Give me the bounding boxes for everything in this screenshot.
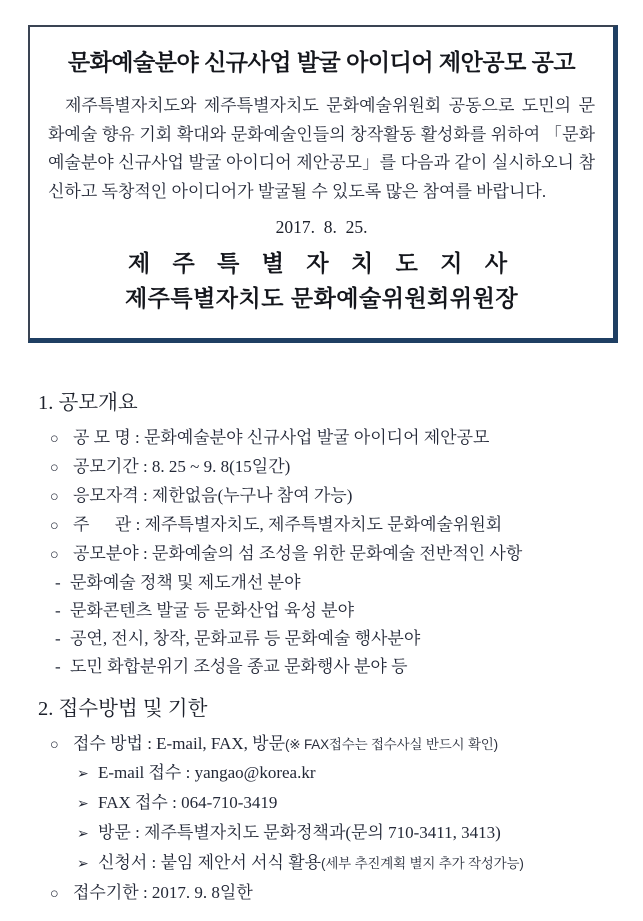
apply-deadline-text: 접수기한 : 2017. 9. 8일한 bbox=[73, 883, 253, 902]
list-subitem bbox=[0, 789, 643, 819]
circle-bullet-icon: ○ bbox=[50, 431, 59, 447]
list-subitem bbox=[0, 759, 643, 789]
list-item bbox=[0, 482, 643, 511]
notice-page bbox=[0, 25, 643, 921]
apply-form-text: 신청서 : 붙임 제안서 서식 활용 bbox=[98, 853, 322, 872]
list-item-text: 공모기간 : 8. 25 ~ 9. 8(15일간) bbox=[73, 457, 291, 476]
list-item bbox=[0, 511, 643, 540]
list-item-text: 주 관 : 제주특별자치도, 제주특별자치도 문화예술위원회 bbox=[73, 515, 503, 534]
circle-bullet-icon: ○ bbox=[50, 737, 59, 753]
apply-heading: 2. 접수방법 및 기한 bbox=[38, 698, 208, 720]
list-item bbox=[0, 453, 643, 482]
list-subitem bbox=[0, 819, 643, 849]
list-subitem bbox=[0, 597, 643, 625]
notice-date: 2017. 8. 25. bbox=[275, 217, 368, 237]
list-item bbox=[0, 424, 643, 453]
section-apply bbox=[0, 691, 643, 908]
apply-form-note: (세부 추진계획 별지 추가 작성가능) bbox=[321, 856, 524, 871]
list-item-text: 문화예술 정책 및 제도개선 분야 bbox=[70, 573, 301, 592]
apply-fax-text: FAX 접수 : 064-710-3419 bbox=[98, 793, 278, 812]
list-item bbox=[0, 879, 643, 908]
apply-method-note: (※ FAX접수는 접수사실 반드시 확인) bbox=[285, 737, 498, 752]
circle-bullet-icon: ○ bbox=[50, 886, 59, 902]
list-item-text: 공 모 명 : 문화예술분야 신규사업 발굴 아이디어 제안공모 bbox=[73, 428, 490, 447]
apply-email-text: E-mail 접수 : yangao@korea.kr bbox=[98, 763, 316, 782]
list-item bbox=[0, 730, 643, 759]
list-subitem bbox=[0, 625, 643, 653]
list-item-text: 공연, 전시, 창작, 문화교류 등 문화예술 행사분야 bbox=[70, 629, 421, 648]
list-item bbox=[0, 540, 643, 569]
arrow-bullet-icon: ➢ bbox=[77, 857, 89, 872]
dash-bullet-icon: - bbox=[55, 601, 61, 620]
list-item-text: 도민 화합분위기 조성을 종교 문화행사 분야 등 bbox=[70, 657, 408, 676]
list-item-text bbox=[73, 730, 498, 759]
circle-bullet-icon: ○ bbox=[50, 460, 59, 476]
dash-bullet-icon: - bbox=[55, 657, 61, 676]
notice-intro: 제주특별자치도와 제주특별자치도 문화예술위원회 공동으로 도민의 문화예술 향유 기회 확대와 문화예술인들의 창작활동 활성화를 위하여 「문화예술분야 신규사업 발굴 아이디어 제안공모」를 다음과 같이 실시하오니 참신하고 독창적인 아이디어가 발굴될 수 있도록 많은 참여를 바랍니다. bbox=[48, 96, 595, 201]
circle-bullet-icon: ○ bbox=[50, 518, 59, 534]
list-item-text bbox=[98, 849, 524, 878]
notice-title: 문화예술분야 신규사업 발굴 아이디어 제안공모 공고 bbox=[67, 49, 576, 75]
notice-header-box bbox=[28, 25, 618, 343]
signature-chairman: 제주특별자치도 문화예술위원회위원장 bbox=[124, 285, 519, 311]
list-item-text: 공모분야 : 문화예술의 섬 조성을 위한 문화예술 전반적인 사항 bbox=[73, 544, 523, 563]
dash-bullet-icon: - bbox=[55, 629, 61, 648]
circle-bullet-icon: ○ bbox=[50, 489, 59, 505]
overview-heading: 1. 공모개요 bbox=[38, 392, 138, 414]
list-subitem bbox=[0, 569, 643, 597]
circle-bullet-icon: ○ bbox=[50, 547, 59, 563]
arrow-bullet-icon: ➢ bbox=[77, 767, 89, 782]
apply-method-text: 접수 방법 : E-mail, FAX, 방문 bbox=[73, 734, 286, 753]
dash-bullet-icon: - bbox=[55, 573, 61, 592]
arrow-bullet-icon: ➢ bbox=[77, 827, 89, 842]
list-subitem bbox=[0, 849, 643, 879]
section-overview bbox=[0, 385, 643, 681]
list-subitem bbox=[0, 653, 643, 681]
arrow-bullet-icon: ➢ bbox=[77, 797, 89, 812]
apply-visit-text: 방문 : 제주특별자치도 문화정책과(문의 710-3411, 3413) bbox=[98, 823, 501, 842]
list-item-text: 문화콘텐츠 발굴 등 문화산업 육성 분야 bbox=[70, 601, 355, 620]
list-item-text: 응모자격 : 제한없음(누구나 참여 가능) bbox=[73, 486, 353, 505]
signature-governor: 제 주 특 별 자 치 도 지 사 bbox=[127, 250, 516, 276]
